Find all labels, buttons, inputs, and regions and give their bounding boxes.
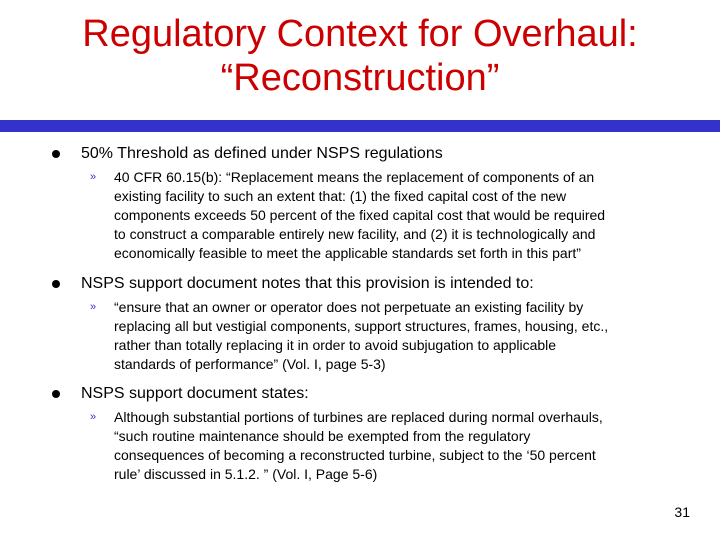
sub-line: Although substantial portions of turbines are replaced during normal overhauls,	[114, 409, 603, 425]
title-line-1: Regulatory Context for Overhaul:	[82, 13, 638, 55]
bullet-text: NSPS support document states:	[81, 385, 309, 402]
sub-line: economically feasible to meet the applicable standards set forth in this part”	[114, 245, 581, 261]
bullet-dot	[52, 390, 60, 398]
sub-bullet-text	[114, 408, 686, 484]
sub-bullet-marker: »	[90, 171, 97, 183]
sub-bullet-marker: »	[90, 301, 97, 313]
sub-line: standards of performance” (Vol. I, page 5-3)	[114, 356, 386, 372]
sub-line: components exceeds 50 percent of the fixed capital cost that would be required	[114, 207, 606, 223]
sub-line: “ensure that an owner or operator does not perpetuate an existing facility by	[114, 299, 584, 315]
sub-bullet-marker: »	[90, 411, 97, 423]
title-divider	[0, 120, 720, 132]
sub-line: rather than totally replacing it in order to avoid subjugation to applicable	[114, 337, 557, 353]
bullet-dot	[52, 280, 60, 288]
sub-line: existing facility to such an extent that: (1) the fixed capital cost of the new	[114, 188, 567, 204]
page-number: 31	[674, 504, 690, 520]
bullet-dot	[52, 150, 60, 158]
bullet-text: 50% Threshold as defined under NSPS regulations	[81, 145, 443, 162]
sub-line: rule’ discussed in 5.1.2. ” (Vol. I, Page 5-6)	[114, 466, 378, 482]
sub-line: consequences of becoming a reconstructed turbine, subject to the ‘50 percent	[114, 447, 596, 463]
sub-line: 40 CFR 60.15(b): “Replacement means the replacement of components of an	[114, 169, 595, 185]
sub-line: replacing all but vestigial components, support structures, frames, housing, etc.,	[114, 318, 609, 334]
sub-line: “such routine maintenance should be exempted from the regulatory	[114, 428, 531, 444]
title-line-2: “Reconstruction”	[220, 57, 500, 99]
sub-bullet-text	[114, 168, 686, 263]
sub-line: to construct a comparable entirely new facility, and (2) it is technologically and	[114, 226, 596, 242]
slide-title	[0, 12, 720, 100]
sub-bullet-text	[114, 298, 686, 374]
bullet-text: NSPS support document notes that this provision is intended to:	[81, 275, 534, 292]
